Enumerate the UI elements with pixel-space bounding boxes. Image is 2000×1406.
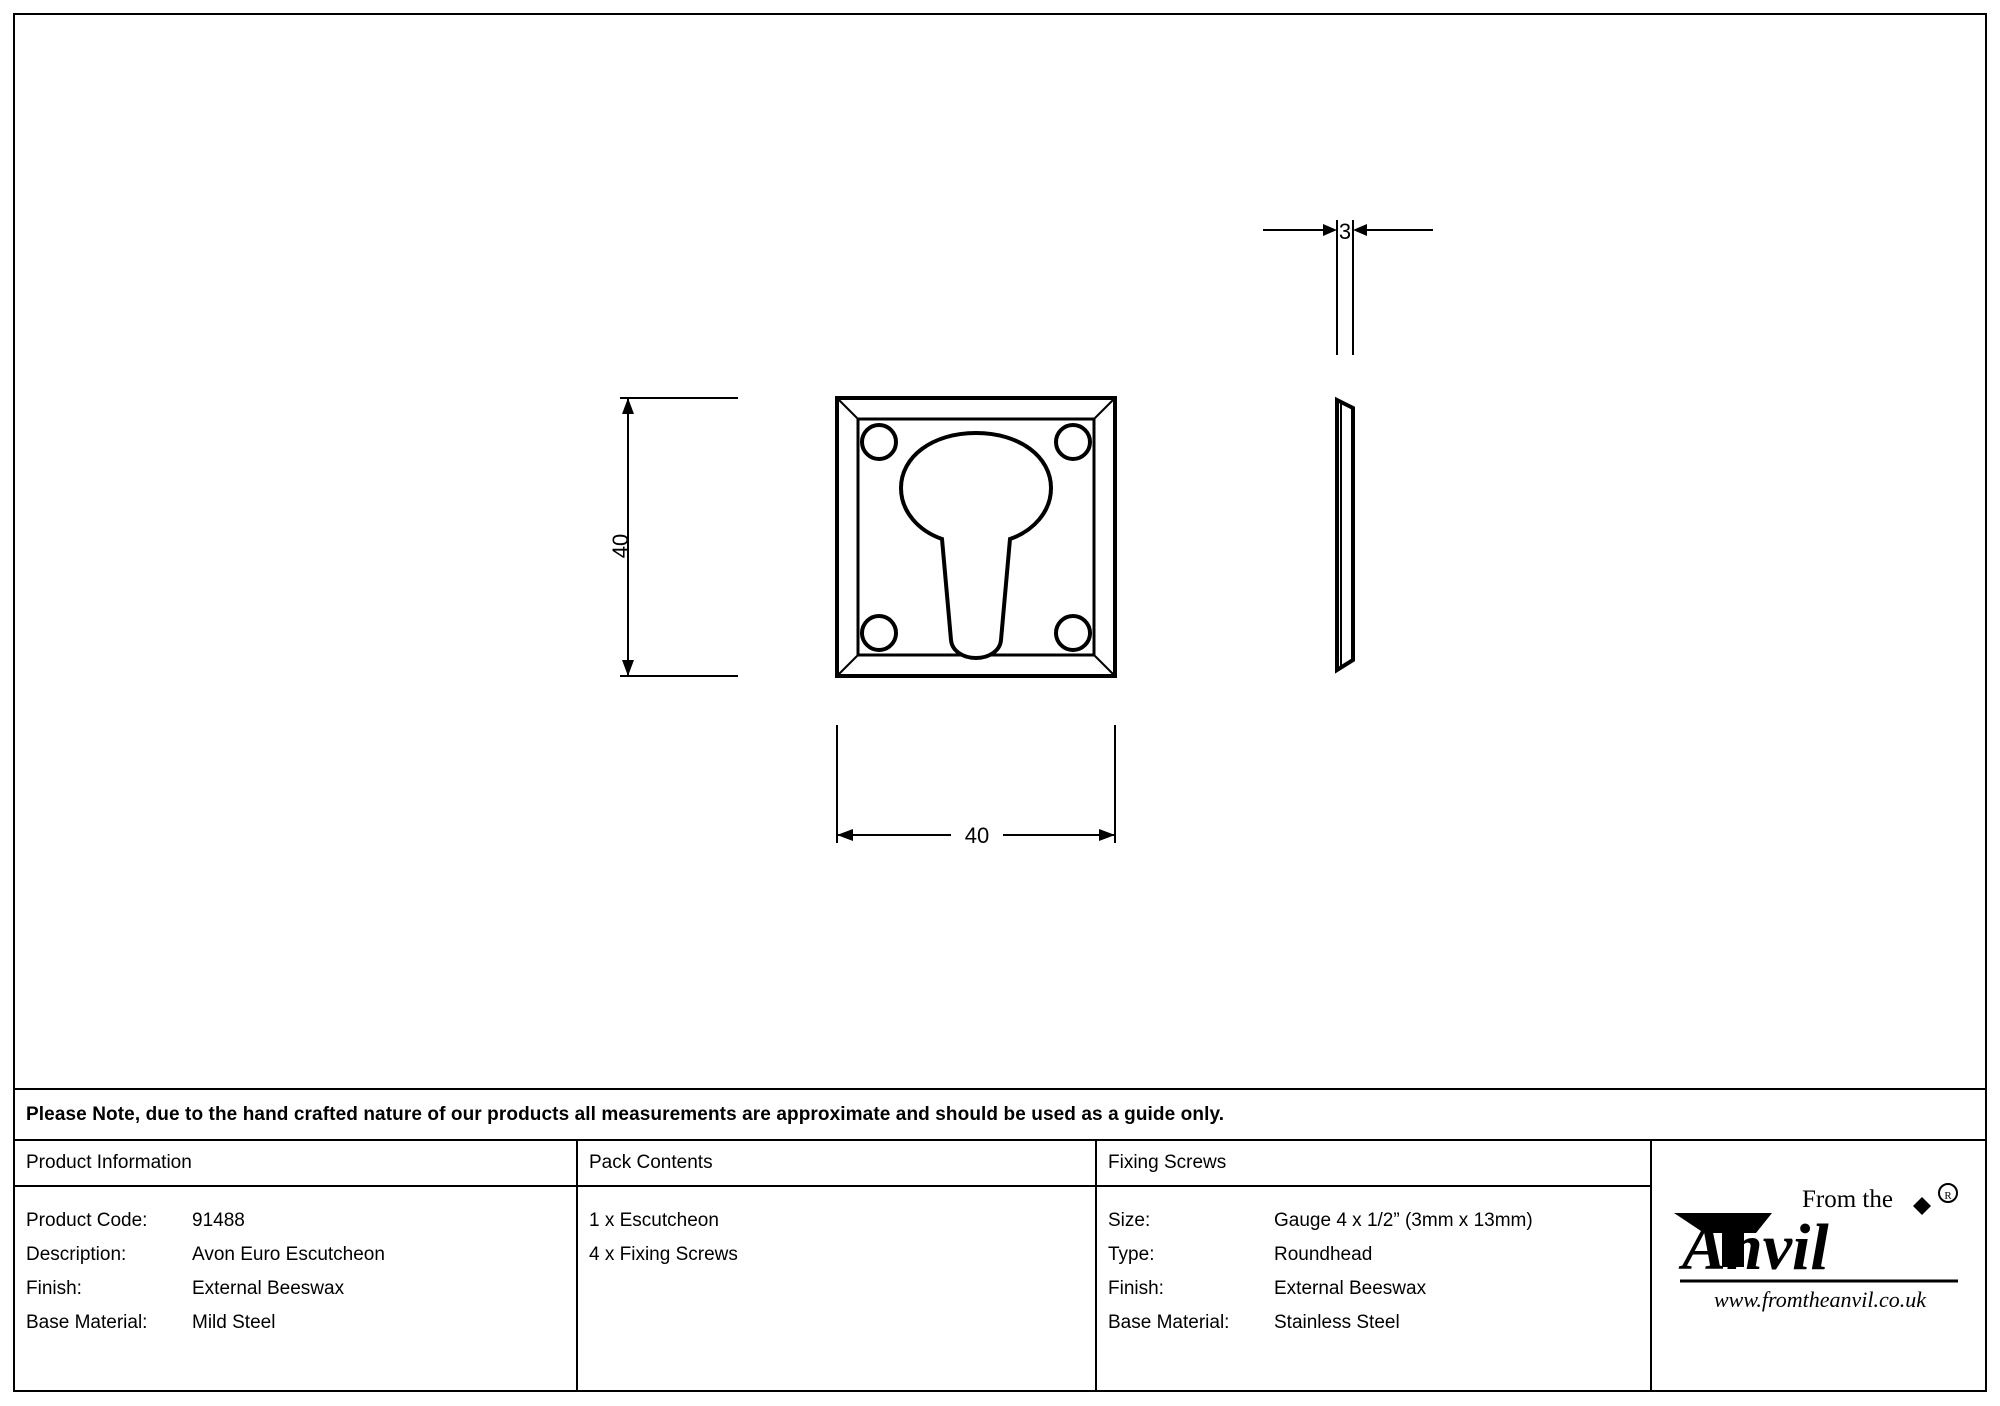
product-code-value: 91488 <box>192 1210 245 1231</box>
pack-contents-column <box>578 1141 1097 1390</box>
product-information-column <box>15 1141 578 1390</box>
base-material-label: Base Material: <box>26 1312 148 1333</box>
screw-base-material-value: Stainless Steel <box>1274 1312 1400 1333</box>
table-row <box>1108 1306 1650 1340</box>
list-item: 1 x Escutcheon <box>589 1210 719 1231</box>
logo-top-text: From the <box>1802 1186 1893 1213</box>
logo-website-text: www.fromtheanvil.co.uk <box>1713 1287 1927 1312</box>
table-row <box>1108 1238 1650 1272</box>
height-label: 40 <box>608 533 633 559</box>
registered-mark: R <box>1944 1190 1952 1202</box>
diamond-icon <box>1913 1197 1931 1215</box>
screw-type-value: Roundhead <box>1274 1244 1373 1265</box>
fixing-screws-body <box>1097 1187 1650 1340</box>
base-material-value: Mild Steel <box>192 1312 276 1333</box>
thickness-label: 3 <box>1338 219 1352 244</box>
drawing-sheet <box>13 13 1987 1392</box>
product-information-body <box>15 1187 576 1340</box>
table-row <box>26 1238 576 1272</box>
height-dimension <box>608 398 738 676</box>
escutcheon-side-view <box>1337 400 1353 670</box>
table-row <box>1108 1204 1650 1238</box>
screw-size-label: Size: <box>1108 1210 1151 1231</box>
table-row <box>1108 1272 1650 1306</box>
fixing-screws-column <box>1097 1141 1652 1390</box>
description-value: Avon Euro Escutcheon <box>192 1244 385 1265</box>
list-item: 4 x Fixing Screws <box>589 1244 738 1265</box>
screw-finish-label: Finish: <box>1108 1278 1164 1299</box>
table-row <box>26 1204 576 1238</box>
note-text: Please Note, due to the hand crafted nature of our products all measurements are approximate and should be used as a guide only. <box>26 1103 1225 1125</box>
escutcheon-front-view <box>837 398 1115 676</box>
table-row <box>26 1306 576 1340</box>
fixing-screws-heading: Fixing Screws <box>1097 1141 1650 1187</box>
finish-label: Finish: <box>26 1278 82 1299</box>
table-row <box>26 1272 576 1306</box>
screw-base-material-label: Base Material: <box>1108 1312 1230 1333</box>
screw-finish-value: External Beeswax <box>1274 1278 1427 1299</box>
info-table <box>15 1141 1985 1390</box>
product-code-label: Product Code: <box>26 1210 148 1231</box>
thickness-dimension <box>1263 219 1433 355</box>
brand-logo <box>1652 1141 1983 1390</box>
pack-contents-body <box>578 1187 1095 1272</box>
technical-drawing-area <box>15 15 1985 1088</box>
width-dimension <box>837 725 1115 849</box>
width-label: 40 <box>964 823 990 848</box>
finish-value: External Beeswax <box>192 1278 345 1299</box>
screw-type-label: Type: <box>1108 1244 1155 1265</box>
brand-logo-column <box>1652 1141 1983 1390</box>
note-bar <box>15 1088 1985 1141</box>
logo-brand-text: Anvil <box>1682 1211 1829 1284</box>
screw-size-value: Gauge 4 x 1/2” (3mm x 13mm) <box>1274 1210 1533 1231</box>
pack-contents-heading: Pack Contents <box>578 1141 1095 1187</box>
product-information-heading: Product Information <box>15 1141 576 1187</box>
description-label: Description: <box>26 1244 127 1265</box>
